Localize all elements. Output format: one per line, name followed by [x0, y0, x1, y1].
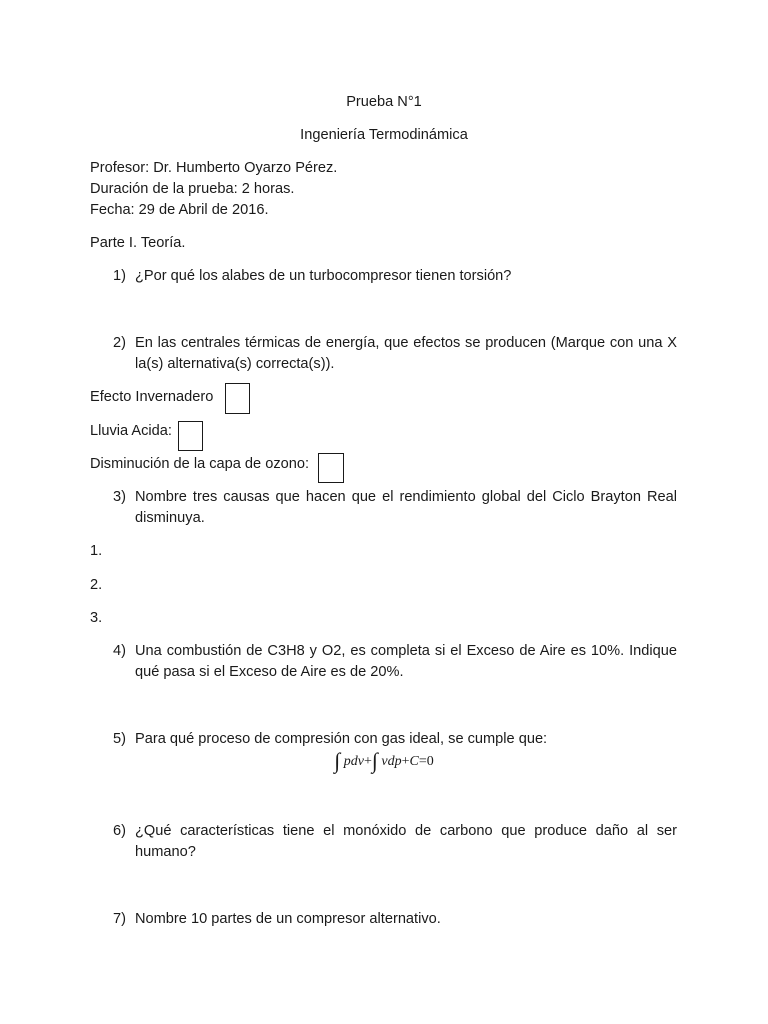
answer-line: 3.	[90, 610, 103, 626]
question-number: 3)	[113, 489, 126, 505]
date-line: Fecha: 29 de Abril de 2016.	[90, 202, 269, 218]
integral-sign: ∫	[371, 748, 378, 773]
question-text: Nombre 10 partes de un compresor alternativo.	[135, 911, 441, 927]
question-text: ¿Por qué los alabes de un turbocompresor tienen torsión?	[135, 268, 512, 284]
answer-line: 1.	[90, 543, 103, 559]
checkbox-capa-ozono[interactable]	[318, 453, 344, 483]
question-text: Una combustión de C3H8 y O2, es completa si el Exceso de Aire es 10%. Indique qué pasa si el Exceso de Aire es de 20%.	[135, 643, 677, 680]
formula-term: vdp	[381, 754, 402, 769]
formula	[0, 750, 768, 772]
checkbox-efecto-invernadero[interactable]	[225, 383, 250, 414]
formula-term: pdv	[343, 754, 364, 769]
formula-operator: +	[363, 754, 372, 769]
formula-operator: =	[418, 754, 427, 769]
question-text: En las centrales térmicas de energía, que efectos se producen (Marque con una X la(s) alternativa(s) correcta(s)).	[135, 335, 677, 372]
question-text: ¿Qué características tiene el monóxido de carbono que produce daño al ser humano?	[135, 823, 677, 860]
question-number: 4)	[113, 643, 126, 659]
section-title: Parte I. Teoría.	[90, 235, 186, 251]
question-number: 5)	[113, 731, 126, 747]
duration-line: Duración de la prueba: 2 horas.	[90, 181, 295, 197]
question-number: 1)	[113, 268, 126, 284]
option-label: Lluvia Acida:	[90, 423, 172, 439]
question-number: 6)	[113, 823, 126, 839]
option-label: Efecto Invernadero	[90, 389, 214, 405]
question-number: 2)	[113, 335, 126, 351]
exam-title: Prueba N°1	[346, 94, 422, 110]
professor-line: Profesor: Dr. Humberto Oyarzo Pérez.	[90, 160, 338, 176]
answer-line: 2.	[90, 577, 103, 593]
checkbox-lluvia-acida[interactable]	[178, 421, 203, 451]
formula-term: C	[409, 754, 419, 769]
formula-operator: +	[401, 754, 410, 769]
question-number: 7)	[113, 911, 126, 927]
question-text: Para qué proceso de compresión con gas ideal, se cumple que:	[135, 731, 548, 747]
option-label: Disminución de la capa de ozono:	[90, 456, 310, 472]
formula-term: 0	[426, 754, 434, 769]
question-text: Nombre tres causas que hacen que el rendimiento global del Ciclo Brayton Real disminuya.	[135, 489, 677, 526]
integral-sign: ∫	[334, 748, 341, 773]
exam-subject: Ingeniería Termodinámica	[300, 127, 468, 143]
